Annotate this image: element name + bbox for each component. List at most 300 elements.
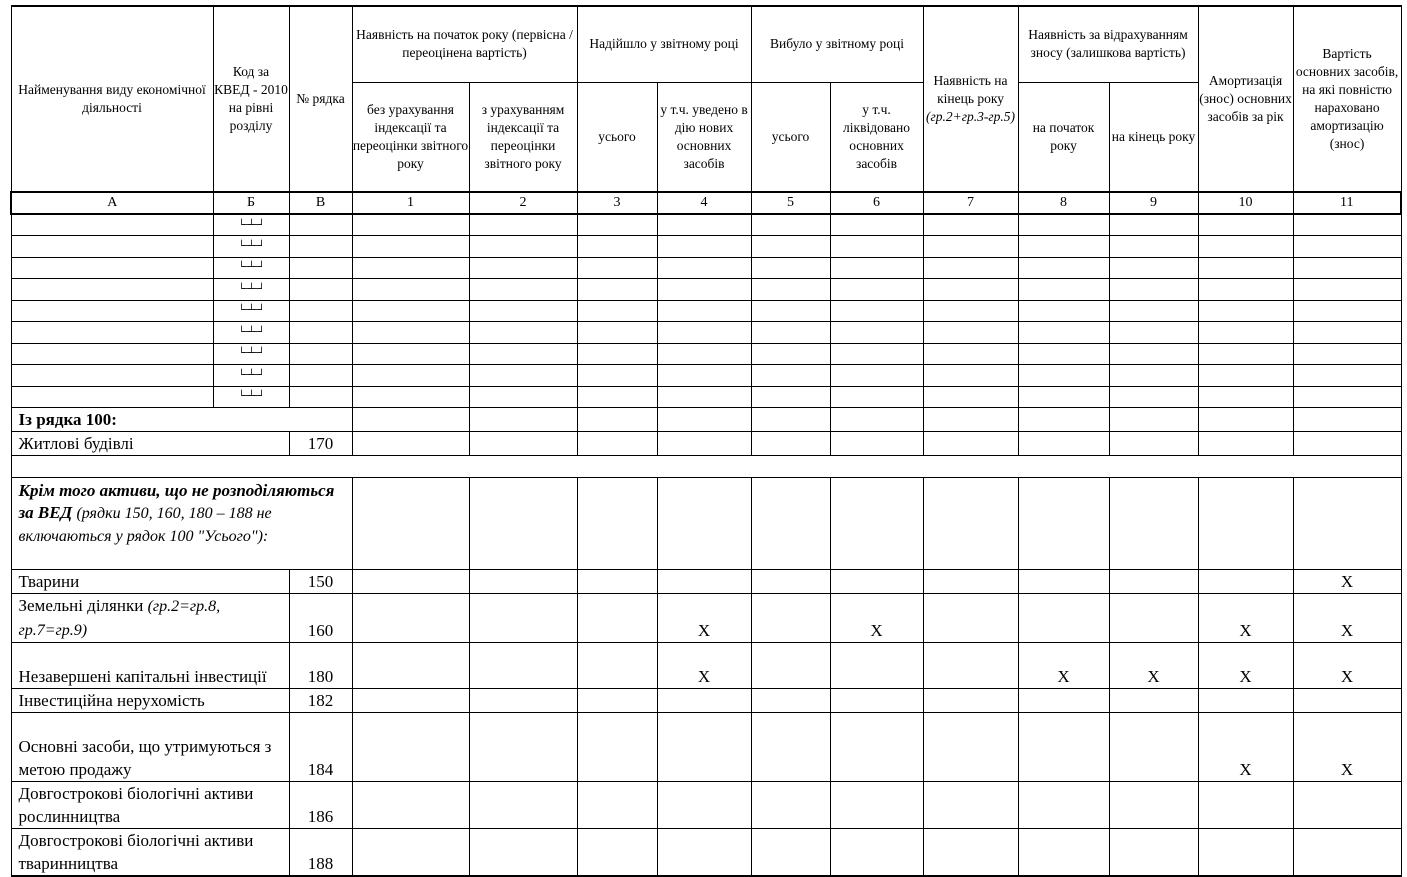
entry-cell[interactable] bbox=[1293, 782, 1401, 829]
entry-cell[interactable] bbox=[577, 343, 657, 365]
row-label bbox=[11, 782, 289, 829]
entry-cell[interactable] bbox=[923, 322, 1018, 344]
not-applicable-mark: X bbox=[1198, 643, 1293, 689]
entry-cell[interactable] bbox=[1018, 713, 1109, 782]
activity-name-cell[interactable] bbox=[11, 279, 213, 301]
entry-cell[interactable] bbox=[923, 300, 1018, 322]
entry-cell[interactable] bbox=[469, 643, 577, 689]
entry-cell[interactable] bbox=[577, 386, 657, 408]
entry-cell[interactable] bbox=[469, 214, 577, 236]
activity-name-cell[interactable] bbox=[11, 322, 213, 344]
entry-cell[interactable] bbox=[469, 594, 577, 643]
table-row bbox=[11, 570, 1401, 594]
entry-cell[interactable] bbox=[352, 408, 469, 432]
entry-cell[interactable] bbox=[469, 713, 577, 782]
header-col-1: без урахування індексації та переоцінки звітного року bbox=[352, 82, 469, 192]
entry-cell[interactable] bbox=[1109, 365, 1198, 387]
entry-cell[interactable] bbox=[1293, 322, 1401, 344]
kved-code-boxes[interactable]: └─┴─┘ bbox=[213, 257, 289, 279]
table-row bbox=[11, 713, 1401, 782]
entry-cell[interactable] bbox=[1109, 214, 1198, 236]
entry-cell[interactable] bbox=[1109, 829, 1198, 877]
entry-cell[interactable] bbox=[577, 594, 657, 643]
spacer-row bbox=[11, 456, 1401, 478]
entry-cell[interactable] bbox=[1109, 478, 1198, 570]
fixed-assets-table bbox=[10, 5, 1402, 877]
entry-cell[interactable] bbox=[469, 478, 577, 570]
column-letter: 8 bbox=[1018, 192, 1109, 214]
activity-entry-row bbox=[11, 365, 1401, 387]
row-label bbox=[11, 594, 289, 643]
entry-cell[interactable] bbox=[1018, 279, 1109, 301]
entry-cell[interactable] bbox=[1018, 365, 1109, 387]
entry-cell[interactable] bbox=[1018, 257, 1109, 279]
table-row bbox=[11, 432, 1401, 456]
entry-cell[interactable] bbox=[751, 782, 830, 829]
kved-code-boxes[interactable]: └─┴─┘ bbox=[213, 322, 289, 344]
entry-cell[interactable] bbox=[923, 236, 1018, 258]
entry-cell[interactable] bbox=[923, 365, 1018, 387]
entry-cell[interactable] bbox=[830, 782, 923, 829]
entry-cell[interactable] bbox=[1293, 343, 1401, 365]
header-col-3: усього bbox=[577, 82, 657, 192]
header-group-received: Надійшло у звітному році bbox=[577, 6, 751, 82]
entry-cell[interactable] bbox=[1018, 386, 1109, 408]
entry-cell[interactable] bbox=[830, 689, 923, 713]
entry-cell[interactable] bbox=[1293, 478, 1401, 570]
entry-cell[interactable] bbox=[923, 214, 1018, 236]
header-row-number: № рядка bbox=[289, 6, 352, 192]
header-group-start-of-year: Наявність на початок року (первісна /переоцінена вартість) bbox=[352, 6, 577, 82]
entry-cell[interactable] bbox=[1018, 689, 1109, 713]
kved-code-boxes[interactable]: └─┴─┘ bbox=[213, 343, 289, 365]
entry-cell[interactable] bbox=[830, 829, 923, 877]
not-applicable-mark: X bbox=[1293, 713, 1401, 782]
entry-cell[interactable] bbox=[289, 300, 352, 322]
entry-cell[interactable] bbox=[1109, 713, 1198, 782]
entry-cell[interactable] bbox=[751, 689, 830, 713]
activity-entry-row bbox=[11, 214, 1401, 236]
entry-cell[interactable] bbox=[577, 257, 657, 279]
entry-cell[interactable] bbox=[751, 300, 830, 322]
entry-cell[interactable] bbox=[1198, 322, 1293, 344]
row-label-text: Основні засоби, що утримуються з метою продажу bbox=[18, 737, 272, 779]
entry-cell[interactable] bbox=[751, 408, 830, 432]
section-title-from-row-100: Із рядка 100: bbox=[11, 408, 352, 432]
entry-cell[interactable] bbox=[1198, 408, 1293, 432]
table-row bbox=[11, 594, 1401, 643]
activity-name-cell[interactable] bbox=[11, 300, 213, 322]
column-letter: 6 bbox=[830, 192, 923, 214]
table-row bbox=[11, 829, 1401, 877]
row-label-text: Тварини bbox=[18, 572, 80, 591]
entry-cell[interactable] bbox=[469, 257, 577, 279]
entry-cell[interactable] bbox=[1018, 782, 1109, 829]
entry-cell[interactable] bbox=[1018, 214, 1109, 236]
entry-cell[interactable] bbox=[923, 478, 1018, 570]
activity-entry-row bbox=[11, 300, 1401, 322]
not-applicable-mark: X bbox=[1293, 570, 1401, 594]
entry-cell[interactable] bbox=[1293, 279, 1401, 301]
entry-cell[interactable] bbox=[751, 432, 830, 456]
entry-cell[interactable] bbox=[830, 300, 923, 322]
entry-cell[interactable] bbox=[1018, 594, 1109, 643]
column-letter: 7 bbox=[923, 192, 1018, 214]
entry-cell[interactable] bbox=[1293, 300, 1401, 322]
column-letter: 5 bbox=[751, 192, 830, 214]
entry-cell[interactable] bbox=[469, 386, 577, 408]
entry-cell[interactable] bbox=[923, 343, 1018, 365]
entry-cell[interactable] bbox=[577, 689, 657, 713]
entry-cell[interactable] bbox=[352, 279, 469, 301]
entry-cell[interactable] bbox=[1293, 829, 1401, 877]
entry-cell[interactable] bbox=[577, 782, 657, 829]
entry-cell[interactable] bbox=[657, 829, 751, 877]
header-activity-name: Найменування виду економічної діяльності bbox=[11, 6, 213, 192]
entry-cell[interactable] bbox=[469, 279, 577, 301]
entry-cell[interactable] bbox=[751, 478, 830, 570]
entry-cell[interactable] bbox=[1198, 782, 1293, 829]
activity-entry-row bbox=[11, 257, 1401, 279]
header-group-retired: Вибуло у звітному році bbox=[751, 6, 923, 82]
entry-cell[interactable] bbox=[1293, 408, 1401, 432]
row-number: 186 bbox=[289, 782, 352, 829]
entry-cell[interactable] bbox=[1198, 214, 1293, 236]
entry-cell[interactable] bbox=[830, 713, 923, 782]
row-number: 184 bbox=[289, 713, 352, 782]
entry-cell[interactable] bbox=[289, 365, 352, 387]
activity-entry-row bbox=[11, 279, 1401, 301]
entry-cell[interactable] bbox=[923, 432, 1018, 456]
entry-cell[interactable] bbox=[352, 689, 469, 713]
entry-cell[interactable] bbox=[1109, 322, 1198, 344]
entry-cell[interactable] bbox=[577, 365, 657, 387]
row-number: 160 bbox=[289, 594, 352, 643]
entry-cell[interactable] bbox=[1018, 322, 1109, 344]
header-col-4: у т.ч. уведено в дію нових основних засобів bbox=[657, 82, 751, 192]
entry-cell[interactable] bbox=[657, 257, 751, 279]
table-row bbox=[11, 643, 1401, 689]
entry-cell[interactable] bbox=[352, 214, 469, 236]
entry-cell[interactable] bbox=[352, 643, 469, 689]
entry-cell[interactable] bbox=[830, 408, 923, 432]
activity-name-cell[interactable] bbox=[11, 214, 213, 236]
header-col-6: у т.ч. ліквідовано основних засобів bbox=[830, 82, 923, 192]
entry-cell[interactable] bbox=[1198, 829, 1293, 877]
header-col-10: Амортизація (знос) основних засобів за рік bbox=[1198, 6, 1293, 192]
activity-name-cell[interactable] bbox=[11, 386, 213, 408]
entry-cell[interactable] bbox=[289, 236, 352, 258]
entry-cell[interactable] bbox=[751, 236, 830, 258]
entry-cell[interactable] bbox=[830, 257, 923, 279]
entry-cell[interactable] bbox=[469, 782, 577, 829]
entry-cell[interactable] bbox=[923, 829, 1018, 877]
entry-cell[interactable] bbox=[289, 214, 352, 236]
entry-cell[interactable] bbox=[923, 643, 1018, 689]
entry-cell[interactable] bbox=[1018, 478, 1109, 570]
entry-cell[interactable] bbox=[352, 300, 469, 322]
entry-cell[interactable] bbox=[751, 343, 830, 365]
header-col-5: усього bbox=[751, 82, 830, 192]
entry-cell[interactable] bbox=[1109, 408, 1198, 432]
entry-cell[interactable] bbox=[751, 829, 830, 877]
entry-cell[interactable] bbox=[657, 432, 751, 456]
entry-cell[interactable] bbox=[577, 432, 657, 456]
entry-cell[interactable] bbox=[577, 408, 657, 432]
not-applicable-mark: X bbox=[1293, 643, 1401, 689]
row-label-text: Земельні ділянки bbox=[18, 596, 144, 615]
column-letter: А bbox=[11, 192, 213, 214]
entry-cell[interactable] bbox=[1198, 432, 1293, 456]
entry-cell[interactable] bbox=[657, 386, 751, 408]
row-number: 170 bbox=[289, 432, 352, 456]
entry-cell[interactable] bbox=[289, 343, 352, 365]
entry-cell[interactable] bbox=[352, 713, 469, 782]
entry-cell[interactable] bbox=[751, 257, 830, 279]
entry-cell[interactable] bbox=[657, 279, 751, 301]
not-applicable-mark: X bbox=[1198, 594, 1293, 643]
activity-name-cell[interactable] bbox=[11, 365, 213, 387]
row-number: 188 bbox=[289, 829, 352, 877]
entry-cell[interactable] bbox=[830, 343, 923, 365]
kved-code-boxes[interactable]: └─┴─┘ bbox=[213, 386, 289, 408]
not-applicable-mark: X bbox=[1293, 594, 1401, 643]
entry-cell[interactable] bbox=[830, 365, 923, 387]
entry-cell[interactable] bbox=[657, 782, 751, 829]
entry-cell[interactable] bbox=[469, 236, 577, 258]
kved-code-boxes[interactable]: └─┴─┘ bbox=[213, 365, 289, 387]
entry-cell[interactable] bbox=[469, 829, 577, 877]
entry-cell[interactable] bbox=[469, 408, 577, 432]
assets-title: Крім того активи, що не розподіляються за ВЕД bbox=[18, 481, 335, 522]
entry-cell[interactable] bbox=[1198, 300, 1293, 322]
entry-cell[interactable] bbox=[352, 365, 469, 387]
entry-cell[interactable] bbox=[1293, 214, 1401, 236]
entry-cell[interactable] bbox=[923, 386, 1018, 408]
entry-cell[interactable] bbox=[469, 343, 577, 365]
entry-cell[interactable] bbox=[657, 408, 751, 432]
activity-name-cell[interactable] bbox=[11, 343, 213, 365]
entry-cell[interactable] bbox=[830, 478, 923, 570]
entry-cell[interactable] bbox=[1018, 408, 1109, 432]
entry-cell[interactable] bbox=[1109, 689, 1198, 713]
entry-cell[interactable] bbox=[469, 432, 577, 456]
header-col-9: на кінець року bbox=[1109, 82, 1198, 192]
entry-cell[interactable] bbox=[1198, 236, 1293, 258]
entry-cell[interactable] bbox=[1109, 782, 1198, 829]
entry-cell[interactable] bbox=[469, 570, 577, 594]
row-number: 182 bbox=[289, 689, 352, 713]
entry-cell[interactable] bbox=[923, 713, 1018, 782]
entry-cell[interactable] bbox=[1018, 829, 1109, 877]
entry-cell[interactable] bbox=[657, 300, 751, 322]
kved-code-boxes[interactable]: └─┴─┘ bbox=[213, 300, 289, 322]
row-number: 180 bbox=[289, 643, 352, 689]
entry-cell[interactable] bbox=[923, 408, 1018, 432]
column-letter: В bbox=[289, 192, 352, 214]
entry-cell[interactable] bbox=[1018, 236, 1109, 258]
fixed-assets-form bbox=[10, 5, 1402, 877]
entry-cell[interactable] bbox=[352, 829, 469, 877]
entry-cell[interactable] bbox=[577, 478, 657, 570]
kved-code-boxes[interactable]: └─┴─┘ bbox=[213, 279, 289, 301]
kved-code-boxes[interactable]: └─┴─┘ bbox=[213, 214, 289, 236]
entry-cell[interactable] bbox=[657, 570, 751, 594]
entry-cell[interactable] bbox=[751, 386, 830, 408]
entry-cell[interactable] bbox=[1109, 279, 1198, 301]
header-col-7 bbox=[923, 6, 1018, 192]
not-applicable-mark: X bbox=[657, 594, 751, 643]
entry-cell[interactable] bbox=[1109, 236, 1198, 258]
entry-cell[interactable] bbox=[352, 257, 469, 279]
entry-cell[interactable] bbox=[657, 689, 751, 713]
entry-cell[interactable] bbox=[830, 279, 923, 301]
entry-cell[interactable] bbox=[1293, 689, 1401, 713]
table-row bbox=[11, 782, 1401, 829]
entry-cell[interactable] bbox=[1109, 386, 1198, 408]
entry-cell[interactable] bbox=[352, 236, 469, 258]
entry-cell[interactable] bbox=[577, 322, 657, 344]
entry-cell[interactable] bbox=[1109, 343, 1198, 365]
entry-cell[interactable] bbox=[1018, 300, 1109, 322]
entry-cell[interactable] bbox=[577, 713, 657, 782]
entry-cell[interactable] bbox=[657, 713, 751, 782]
entry-cell[interactable] bbox=[1018, 570, 1109, 594]
section-row-assets bbox=[11, 478, 1401, 570]
entry-cell[interactable] bbox=[657, 343, 751, 365]
entry-cell[interactable] bbox=[830, 386, 923, 408]
entry-cell[interactable] bbox=[657, 365, 751, 387]
column-letter: 3 bbox=[577, 192, 657, 214]
row-label-text: Довгострокові біологічні активи тваринництва bbox=[18, 831, 254, 873]
entry-cell[interactable] bbox=[352, 570, 469, 594]
entry-cell[interactable] bbox=[1293, 365, 1401, 387]
entry-cell[interactable] bbox=[352, 478, 469, 570]
activity-name-cell[interactable] bbox=[11, 257, 213, 279]
entry-cell[interactable] bbox=[469, 689, 577, 713]
entry-cell[interactable] bbox=[289, 386, 352, 408]
entry-cell[interactable] bbox=[352, 386, 469, 408]
entry-cell[interactable] bbox=[1293, 432, 1401, 456]
entry-cell[interactable] bbox=[1198, 257, 1293, 279]
entry-cell[interactable] bbox=[1198, 279, 1293, 301]
entry-cell[interactable] bbox=[830, 432, 923, 456]
entry-cell[interactable] bbox=[1198, 386, 1293, 408]
activity-entry-row bbox=[11, 322, 1401, 344]
entry-cell[interactable] bbox=[1109, 594, 1198, 643]
entry-cell[interactable] bbox=[352, 322, 469, 344]
header-col-7-title: Наявність на кінець року bbox=[933, 73, 1008, 106]
entry-cell[interactable] bbox=[830, 570, 923, 594]
not-applicable-mark: X bbox=[657, 643, 751, 689]
activity-entry-row bbox=[11, 236, 1401, 258]
entry-cell[interactable] bbox=[923, 782, 1018, 829]
entry-cell[interactable] bbox=[577, 829, 657, 877]
header-col-11: Вартість основних засобів, на які повністю нараховано амортизацію (знос) bbox=[1293, 6, 1401, 192]
entry-cell[interactable] bbox=[577, 570, 657, 594]
activity-name-cell[interactable] bbox=[11, 236, 213, 258]
section-row-from-100 bbox=[11, 408, 1401, 432]
column-letter: 9 bbox=[1109, 192, 1198, 214]
entry-cell[interactable] bbox=[830, 643, 923, 689]
entry-cell[interactable] bbox=[751, 214, 830, 236]
entry-cell[interactable] bbox=[923, 279, 1018, 301]
entry-cell[interactable] bbox=[751, 643, 830, 689]
entry-cell[interactable] bbox=[1198, 365, 1293, 387]
entry-cell[interactable] bbox=[577, 279, 657, 301]
entry-cell[interactable] bbox=[352, 432, 469, 456]
entry-cell[interactable] bbox=[830, 214, 923, 236]
entry-cell[interactable] bbox=[1109, 300, 1198, 322]
entry-cell[interactable] bbox=[1293, 386, 1401, 408]
entry-cell[interactable] bbox=[1198, 478, 1293, 570]
entry-cell[interactable] bbox=[1293, 236, 1401, 258]
entry-cell[interactable] bbox=[751, 322, 830, 344]
entry-cell[interactable] bbox=[751, 279, 830, 301]
row-label bbox=[11, 829, 289, 877]
entry-cell[interactable] bbox=[1198, 343, 1293, 365]
entry-cell[interactable] bbox=[1109, 257, 1198, 279]
entry-cell[interactable] bbox=[577, 214, 657, 236]
entry-cell[interactable] bbox=[577, 236, 657, 258]
row-label bbox=[11, 713, 289, 782]
not-applicable-mark: X bbox=[1198, 713, 1293, 782]
entry-cell[interactable] bbox=[657, 214, 751, 236]
entry-cell[interactable] bbox=[469, 300, 577, 322]
row-label-text: Довгострокові біологічні активи рослинництва bbox=[18, 784, 254, 826]
kved-code-boxes[interactable]: └─┴─┘ bbox=[213, 236, 289, 258]
entry-cell[interactable] bbox=[657, 236, 751, 258]
entry-cell[interactable] bbox=[469, 365, 577, 387]
row-label: Житлові будівлі bbox=[11, 432, 289, 456]
row-label bbox=[11, 570, 289, 594]
column-letter: 1 bbox=[352, 192, 469, 214]
entry-cell[interactable] bbox=[289, 257, 352, 279]
row-label bbox=[11, 643, 289, 689]
entry-cell[interactable] bbox=[577, 300, 657, 322]
section-title-assets bbox=[11, 478, 352, 570]
entry-cell[interactable] bbox=[657, 322, 751, 344]
entry-cell[interactable] bbox=[751, 594, 830, 643]
entry-cell[interactable] bbox=[751, 713, 830, 782]
entry-cell[interactable] bbox=[1198, 689, 1293, 713]
entry-cell[interactable] bbox=[1293, 257, 1401, 279]
entry-cell[interactable] bbox=[1018, 343, 1109, 365]
entry-cell[interactable] bbox=[923, 689, 1018, 713]
entry-cell[interactable] bbox=[923, 570, 1018, 594]
entry-cell[interactable] bbox=[289, 279, 352, 301]
entry-cell[interactable] bbox=[1198, 570, 1293, 594]
entry-cell[interactable] bbox=[1109, 570, 1198, 594]
header-kved-code: Код за КВЕД - 2010 на рівні розділу bbox=[213, 6, 289, 192]
entry-cell[interactable] bbox=[830, 322, 923, 344]
entry-cell[interactable] bbox=[352, 782, 469, 829]
entry-cell[interactable] bbox=[469, 322, 577, 344]
entry-cell[interactable] bbox=[830, 236, 923, 258]
entry-cell[interactable] bbox=[923, 257, 1018, 279]
entry-cell[interactable] bbox=[657, 478, 751, 570]
entry-cell[interactable] bbox=[1109, 432, 1198, 456]
entry-cell[interactable] bbox=[751, 365, 830, 387]
entry-cell[interactable] bbox=[1018, 432, 1109, 456]
entry-cell[interactable] bbox=[352, 594, 469, 643]
entry-cell[interactable] bbox=[751, 570, 830, 594]
entry-cell[interactable] bbox=[352, 343, 469, 365]
entry-cell[interactable] bbox=[289, 322, 352, 344]
entry-cell[interactable] bbox=[923, 594, 1018, 643]
activity-entry-row bbox=[11, 343, 1401, 365]
entry-cell[interactable] bbox=[577, 643, 657, 689]
